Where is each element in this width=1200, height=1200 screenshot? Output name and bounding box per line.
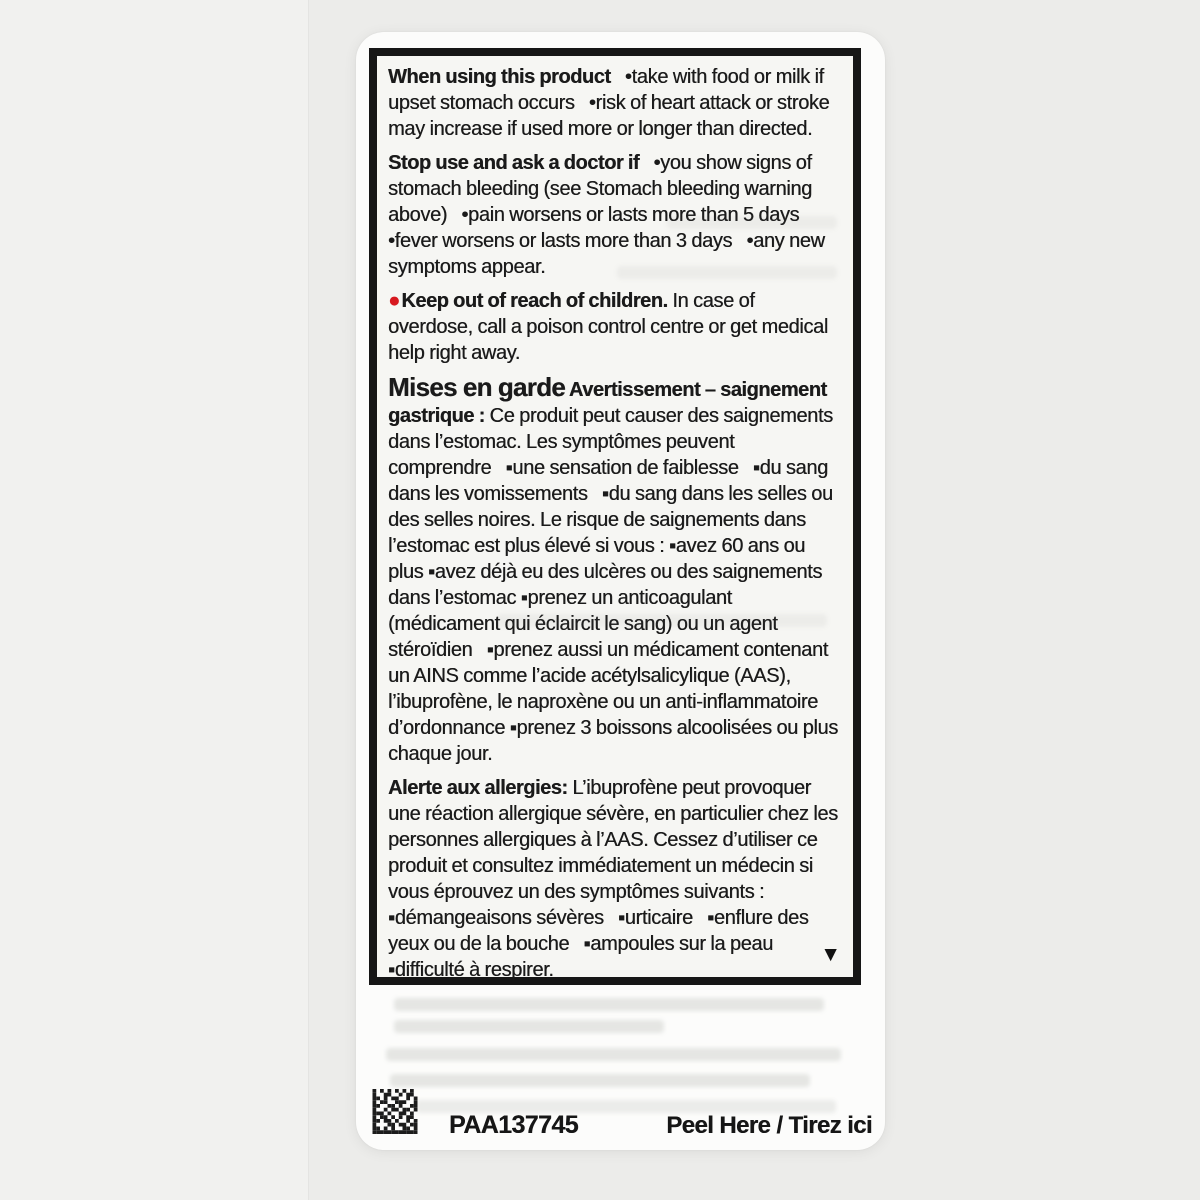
alerte-body: L’ibuprofène peut provoquer une réaction allergique sévère, en particulier chez les personnes allergiques à l’AAS. Cessez d’utiliser ce produit et consultez immédiatement un médecin si vous éprouvez un des symptômes suivants : ▪démangeaisons sévères ▪urticaire ▪enflure des yeux ou de la bouche ▪ampoules sur la peau ▪difficulté à respirer. (388, 777, 838, 981)
peel-here-text: Peel Here / Tirez ici (666, 1112, 872, 1139)
paragraph-alerte-allergies (388, 775, 842, 983)
alerte-lead: Alerte aux allergies: (388, 777, 568, 799)
showthrough-line (390, 1074, 810, 1087)
avertissement-lead: Avertissement – saignement gastrique : (388, 379, 827, 427)
when-using-body: •take with food or milk if upset stomach occurs •risk of heart attack or stroke may increase if used more or longer than directed. (388, 66, 830, 140)
paragraph-when-using (388, 64, 842, 142)
lot-code: PAA137745 (449, 1111, 578, 1139)
when-using-lead: When using this product (388, 66, 611, 88)
paragraph-mises-en-garde (388, 374, 842, 767)
avertissement-body: Ce produit peut causer des saignements dans l’estomac. Les symptômes peuvent comprendre ▪une sensation de faiblesse ▪du sang dans les vomissements ▪du sang dans les selles ou des selles noires. Le risque de saignements dans l’estomac est plus élevé si vous : ▪avez 60 ans ou plus ▪avez déjà eu des ulcères ou des saignements dans l’estomac ▪prenez un anticoagulant (médicament qui éclaircit le sang) ou un agent stéroïdien ▪prenez aussi un médicament contenant un AINS comme l’acide acétylsalicylique (AAS), l’ibuprofène, le naproxène ou un anti-inflammatoire d’ordonnance ▪prenez 3 boissons alcoolisées ou plus chaque jour. (388, 405, 838, 765)
red-bullet-icon: ● (388, 289, 401, 312)
showthrough-line (394, 998, 824, 1011)
showthrough-line (394, 1020, 664, 1033)
showthrough-line (497, 614, 827, 627)
showthrough-line (386, 1048, 841, 1061)
package-background-left (0, 0, 309, 1200)
paragraph-stop-use (388, 150, 842, 280)
warnings-panel (369, 48, 861, 985)
mises-en-garde-heading: Mises en garde (388, 372, 566, 402)
stop-use-lead: Stop use and ask a doctor if (388, 152, 640, 174)
drug-facts-label (356, 32, 885, 1150)
datamatrix-barcode-icon (372, 1089, 418, 1134)
keep-out-lead: Keep out of reach of children. (401, 290, 668, 312)
stop-use-body: •you show signs of stomach bleeding (see Stomach bleeding warning above) •pain worsens or lasts more than 5 days •fever worsens or lasts more than 3 days •any new symptoms appear. (388, 152, 825, 278)
keep-out-body: In case of overdose, call a poison control centre or get medical help right away. (388, 290, 828, 364)
showthrough-line (617, 266, 837, 279)
paragraph-keep-out-of-reach (388, 288, 842, 366)
showthrough-line (667, 216, 837, 229)
continue-down-arrow-icon: ▼ (820, 943, 841, 966)
